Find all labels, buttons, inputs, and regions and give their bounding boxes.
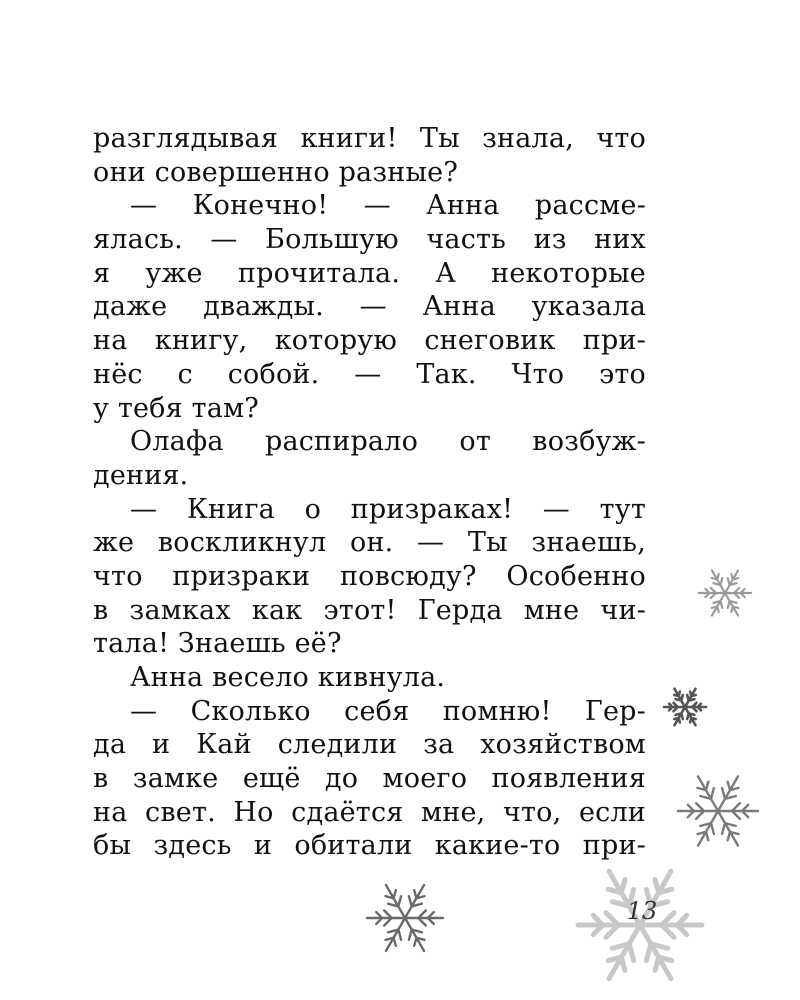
text-line: на книгу, которую снеговик при- [93, 325, 646, 357]
text-line: — Сколько себя помню! Гер- [130, 695, 646, 727]
text-line: в замках как этот! Герда мне чи- [93, 594, 646, 626]
text-line: у тебя там? [93, 392, 259, 424]
text-line: — Конечно! — Анна рассме- [130, 190, 646, 222]
text-line: Анна весело кивнула. [130, 662, 446, 693]
snowflake-path [664, 689, 706, 725]
text-line: разглядывая книги! Ты знала, что [93, 123, 646, 154]
text-line: в замке ещё до моего появления [93, 763, 646, 795]
snowflake-arms [664, 689, 706, 725]
snowflake-arms [678, 776, 758, 845]
text-line: что призраки повсюду? Особенно [93, 560, 646, 592]
snowflake-icon [668, 768, 768, 854]
text-line: тала! Знаешь её? [93, 628, 342, 660]
snowflake-icon [350, 878, 460, 958]
snowflake-icon [692, 565, 758, 621]
text-line: Олафа распирало от возбуж- [130, 426, 646, 458]
text-line: да и Кай следили за хозяйством [93, 729, 646, 761]
body-text [93, 122, 646, 863]
snowflake-icon [565, 860, 715, 990]
text-line: на свет. Но сдаётся мне, что, если [93, 796, 646, 828]
snowflake-icon [660, 682, 710, 732]
snowflake-path [367, 885, 443, 951]
snowflake-path [578, 871, 702, 978]
text-line: я уже прочитала. А некоторые [93, 257, 646, 289]
snowflake-path [699, 571, 751, 616]
text-line: ялась. — Большую часть из них [93, 224, 646, 256]
snowflake-arms [578, 871, 702, 978]
text-line: — Книга о призраках! — тут [130, 493, 646, 525]
text-line: они совершенно разные? [93, 156, 459, 188]
text-line: даже дважды. — Анна указала [93, 291, 646, 323]
page-number: 13 [626, 897, 658, 925]
text-line: же воскликнул он. — Ты знаешь, [93, 527, 646, 559]
text-line: нёс с собой. — Так. Что это [93, 358, 646, 390]
text-line: дения. [93, 459, 189, 491]
snowflake-path [678, 776, 758, 845]
snowflake-arms [699, 571, 751, 616]
text-line: бы здесь и обитали какие-то при- [93, 830, 646, 862]
snowflake-arms [367, 885, 443, 951]
